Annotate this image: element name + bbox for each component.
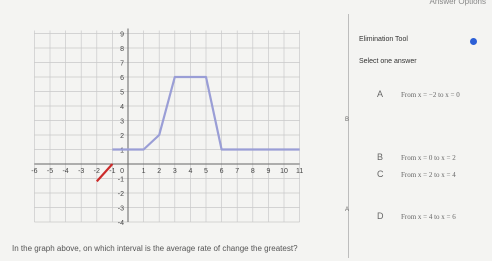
answer-panel: [354, 0, 492, 261]
option-text: From x = 2 to x = 4: [401, 171, 456, 179]
x-tick-label: 10: [280, 168, 288, 175]
side-marker: B: [345, 117, 350, 123]
answer-options-header: Answer Options: [429, 0, 486, 6]
y-tick-label: -2: [117, 191, 124, 198]
answer-option-c[interactable]: [359, 165, 487, 187]
x-tick-label: 2: [157, 168, 162, 175]
y-tick-label: 8: [120, 46, 124, 53]
y-tick-label: -1: [117, 176, 124, 184]
elimination-tool-label: Elimination Tool: [359, 36, 408, 43]
x-tick-label: 6: [219, 168, 224, 175]
y-tick-label: 1: [120, 147, 124, 155]
select-one-answer-label: Select one answer: [359, 58, 417, 65]
option-letter: D: [377, 211, 384, 221]
elimination-tool[interactable]: [359, 36, 483, 48]
x-tick-label: 7: [235, 168, 240, 175]
x-tick-label: 9: [266, 168, 271, 175]
y-tick-label: 9: [120, 31, 124, 39]
option-text: From x = 4 to x = 6: [401, 213, 456, 221]
y-tick-label: -4: [117, 220, 124, 227]
x-tick-label: -5: [46, 168, 54, 175]
option-text: From x = 0 to x = 2: [401, 154, 456, 162]
y-tick-label: 6: [120, 75, 124, 82]
x-tick-label: 4: [188, 168, 193, 175]
x-tick-label: 8: [250, 168, 255, 175]
x-tick-label: -1: [109, 168, 116, 175]
option-letter: C: [377, 169, 384, 179]
option-letter: A: [377, 89, 384, 99]
x-tick-label: -2: [93, 168, 100, 175]
x-tick-label: -6: [31, 168, 38, 175]
origin-label: 0: [120, 168, 124, 175]
y-tick-label: 2: [120, 133, 124, 140]
answer-option-d[interactable]: [359, 207, 487, 229]
option-letter: B: [377, 152, 384, 162]
y-tick-label: -3: [117, 205, 124, 213]
option-text: From x = −2 to x = 0: [401, 91, 460, 99]
y-tick-label: 3: [120, 118, 124, 126]
side-marker: A: [345, 207, 350, 213]
panel-divider: [348, 14, 349, 258]
x-tick-label: 5: [204, 168, 208, 175]
x-tick-label: 11: [295, 168, 304, 175]
x-tick-label: -3: [78, 168, 85, 175]
x-tick-label: 1: [141, 168, 146, 175]
x-tick-label: 3: [172, 168, 177, 175]
x-tick-label: -4: [62, 168, 69, 175]
y-tick-label: 4: [120, 104, 124, 111]
y-tick-label: 7: [120, 60, 124, 68]
y-tick-label: 5: [120, 89, 124, 97]
question-text: In the graph above, on which interval is the average rate of change the greatest?: [12, 244, 298, 253]
answer-option-a[interactable]: [359, 85, 487, 107]
toggle-dot-icon[interactable]: [470, 38, 477, 45]
